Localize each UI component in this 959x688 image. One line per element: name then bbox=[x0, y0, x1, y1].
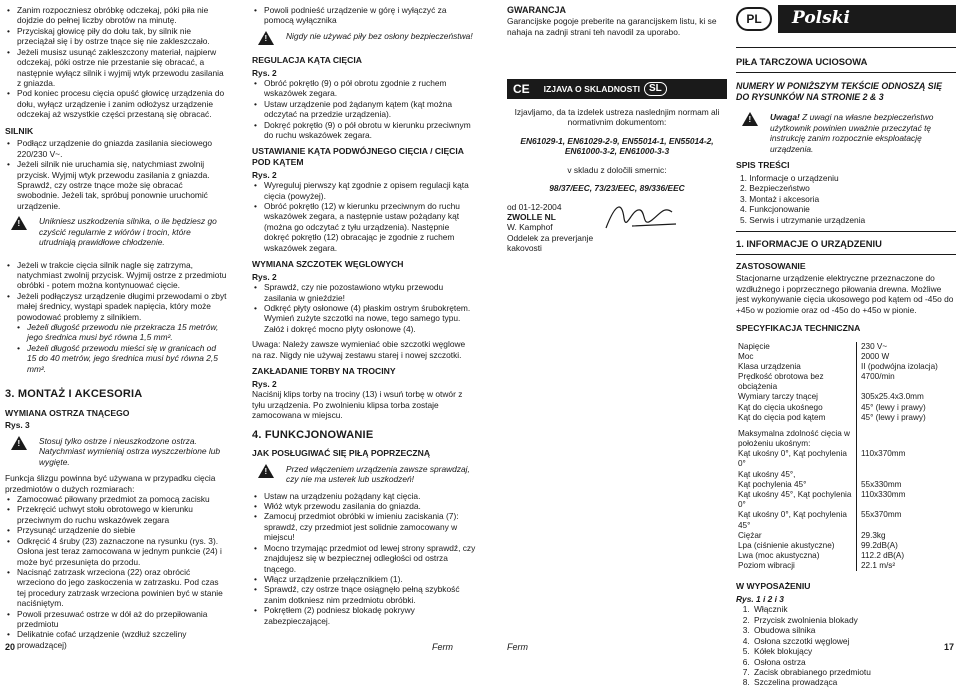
spec-value: 22.1 m/s² bbox=[857, 561, 957, 571]
spec-value: 305x25.4x3.0mm bbox=[857, 392, 957, 402]
spec-table bbox=[736, 342, 956, 572]
warning-icon bbox=[742, 112, 758, 126]
list-item: • Odkręcić 4 śruby (23) zaznaczone na rysunku (rys. 3). Osłona jest teraz zamocowana w jednym punkcie (24) i może być przesunięta do przodu. bbox=[5, 536, 227, 567]
column-1 bbox=[5, 5, 227, 650]
spec-value: 45° (lewy i prawy) bbox=[857, 403, 957, 413]
spec-value: II (podwójna izolacja) bbox=[857, 362, 957, 372]
list-item: • Pod koniec procesu cięcia opuść głowicę urządzenia do dołu, wyłącz urządzenie i zanim odłożysz urządzenie odczekaj aż wszystkie części przestaną się obracać. bbox=[5, 88, 227, 119]
language-header bbox=[736, 5, 956, 33]
spec-label: Kąt pochylenia 45° bbox=[738, 479, 807, 489]
table-row bbox=[736, 403, 956, 413]
section-heading: 4. FUNKCJONOWANIE bbox=[252, 428, 374, 441]
language-badge: SL bbox=[644, 82, 667, 96]
list-item: • Obróć pokrętło (12) w kierunku przeciwnym do ruchu wskazówek zegara, a następnie ustaw pożądany kąt (można go odczytać z tyłu urządzenia). Następnie dokręć pokrętło (12) obracając je zgodnie z ruchem wskazówek zegara. bbox=[252, 201, 476, 253]
warning-label: Uwaga! bbox=[770, 112, 800, 123]
list-item: 5. Kółek blokujący bbox=[752, 646, 956, 656]
spec-label: Napięcie bbox=[738, 341, 770, 351]
section-heading: 3. MONTAŻ I AKCESORIA bbox=[5, 388, 143, 401]
language-badge: PL bbox=[736, 7, 772, 31]
table-row bbox=[736, 561, 956, 571]
section-heading: SILNIK bbox=[5, 125, 34, 136]
toc-item: 4. Funkcjonowanie bbox=[740, 204, 810, 215]
table-row bbox=[736, 490, 956, 510]
spec-value: 55x330mm bbox=[857, 480, 957, 490]
spec-label: Lwa (moc akustyczna) bbox=[738, 551, 820, 561]
spec-label: Kąt do cięcia ukośnego bbox=[738, 402, 823, 412]
section-heading: GWARANCJA bbox=[507, 5, 567, 15]
equipment-list bbox=[736, 604, 956, 687]
divider bbox=[736, 231, 956, 232]
warning-icon bbox=[258, 464, 274, 478]
paragraph: v skladu z določili smernic: bbox=[567, 164, 667, 175]
spec-label: Klasa urządzenia bbox=[738, 361, 801, 371]
spec-value: 99.2dB(A) bbox=[857, 541, 957, 551]
list-item: • Jeżeli podłączysz urządzenie długimi przewodami o zbyt małej średnicy, wystąpi spadek napięcia, który może powodować problemy z silnikiem. bbox=[5, 291, 227, 322]
list-item: • Jeżeli musisz usunąć zakleszczony materiał, najpierw odczekaj, póki ostrze nie przestanie się obracać, a następnie wyłącz silnik i wyjmij wtyk przewodu zasilania z gniazda. bbox=[5, 47, 227, 89]
location: ZWOLLE NL bbox=[507, 211, 556, 222]
spec-value: 45° (lewy i prawy) bbox=[857, 413, 957, 423]
list-item: 2. Przycisk zwolnienia blokady bbox=[752, 615, 956, 625]
table-row bbox=[736, 510, 956, 530]
subsection-heading: SPECYFIKACJA TECHNICZNA bbox=[736, 322, 861, 333]
toc-item: 5. Serwis i utrzymanie urządzenia bbox=[740, 214, 866, 225]
spec-value: 2000 W bbox=[857, 352, 957, 362]
subtitle: NUMERY W PONIŻSZYM TEKŚCIE ODNOSZĄ SIĘ DO RYSUNKÓW NA STRONIE 2 & 3 bbox=[736, 80, 942, 102]
spec-label: Kąt ukośny 0°, Kąt pochylenia 45° bbox=[738, 510, 847, 530]
subsection-heading: REGULACJA KĄTA CIĘCIA bbox=[252, 54, 362, 65]
norms-list: EN61029-1, EN61029-2-9, EN55014-1, EN55014-2, EN61000-3-2, EN61000-3-3 bbox=[520, 135, 714, 157]
directives-list: 98/37/EEC, 73/23/EEC, 89/336/EEC bbox=[549, 183, 685, 194]
figure-ref: Rys. 3 bbox=[5, 420, 30, 431]
warning-text: Z uwagi na własne bezpieczeństwo użytkownik powinien uważnie przeczytać tę instrukcję zanim rozpocznie eksploatację urządzenia. bbox=[770, 112, 934, 154]
list-item: • Zanim rozpoczniesz obróbkę odczekaj, póki piła nie dojdzie do pełnej liczby obrotów na minutę. bbox=[5, 5, 227, 26]
list-item: • Nacisnąć zatrzask wrzeciona (22) oraz obrócić wrzeciono do jego zaskoczenia w zatrzasku. Pod czas tej procedury zatrzask wrzeciona powinien być w stanie naciśniętym. bbox=[5, 567, 227, 609]
bullets-a bbox=[5, 5, 227, 120]
divider bbox=[736, 254, 956, 255]
table-row bbox=[736, 413, 956, 423]
warning-note bbox=[252, 31, 476, 49]
subsection-heading: ZAKŁADANIE TORBY NA TROCINY bbox=[252, 366, 396, 377]
table-row bbox=[736, 470, 956, 480]
spec-label: Lpa (ciśnienie akustyczne) bbox=[738, 540, 835, 550]
toc-item: 3. Montaż i akcesoria bbox=[740, 193, 820, 204]
spec-value bbox=[857, 470, 957, 480]
paragraph: Garancijske pogoje preberite na garancijskem listu, ki se nahaja na zadnji strani teh navodil za uporabo. bbox=[507, 16, 717, 37]
warning-note bbox=[736, 112, 956, 154]
spec-value: 55x370mm bbox=[857, 510, 957, 530]
warning-icon bbox=[258, 31, 274, 45]
list-item: 3. Obudowa silnika bbox=[752, 625, 956, 635]
bullets-b bbox=[252, 78, 476, 141]
list-item: 4. Osłona szczotki węglowej bbox=[752, 636, 956, 646]
table-row bbox=[736, 480, 956, 490]
toc-list bbox=[736, 173, 956, 225]
list-item: • Przysunąć urządzenie do siebie bbox=[5, 525, 227, 535]
spec-value: 29.3kg bbox=[857, 531, 957, 541]
table-row bbox=[736, 362, 956, 372]
warning-note bbox=[252, 464, 476, 485]
list-item: • Jeżeli silnik nie uruchamia się, natychmiast zwolnij przycisk. Wyjmij wtyk przewodu zasilania z gniazda. Sprawdź, czy ostrze tnące może się obracać swobodnie. Jeżeli tak, spróbuj ponownie uruchomić urządzenie. bbox=[5, 159, 227, 211]
list-item: 1. Włącznik bbox=[752, 604, 956, 614]
spec-value: 110x370mm bbox=[857, 449, 957, 469]
figure-ref: Rys. 2 bbox=[252, 169, 277, 180]
signatory-dept: Oddelek za preverjanje kakovosti bbox=[507, 232, 594, 254]
list-item: • Dokręć pokrętło (9) o pół obrotu w kierunku przeciwnym do ruchu wskazówek zegara. bbox=[252, 120, 476, 141]
spec-label: Kąt ukośny 45°, Kąt pochylenia 0° bbox=[738, 489, 852, 510]
table-row bbox=[736, 372, 956, 392]
table-row bbox=[736, 541, 956, 551]
declaration-banner bbox=[507, 79, 727, 99]
spec-value: 110x330mm bbox=[857, 490, 957, 510]
list-item: 6. Osłona ostrza bbox=[752, 657, 956, 667]
list-sub-item: • Jeżeli długość przewodu mieści się w granicach od 15 do 40 metrów, jego średnica musi być równa 2,5 mm². bbox=[5, 343, 227, 374]
subsection-heading: WYMIANA OSTRZA TNĄCEGO bbox=[5, 407, 130, 418]
list-item: • Obróć pokrętło (9) o pół obrotu zgodnie z ruchem wskazówek zegara. bbox=[252, 78, 476, 99]
bullets-d bbox=[252, 282, 476, 334]
spec-label: Ciężar bbox=[738, 530, 762, 540]
language-title: Polski bbox=[778, 5, 956, 33]
list-item: • Delikatnie cofać urządzenie (wzdłuż szczeliny prowadzącej) bbox=[5, 629, 227, 650]
table-row bbox=[736, 531, 956, 541]
list-item: • Mocno trzymając przedmiot od lewej strony sprawdź, czy znajdujesz się w bezpiecznej odległości od ostrza tnącego. bbox=[252, 543, 476, 574]
spec-value: 4700/min bbox=[857, 372, 957, 392]
bullets-e bbox=[252, 491, 476, 626]
warning-text: Przed włączeniem urządzenia zawsze sprawdzaj, czy nie ma usterek lub uszkodzeń! bbox=[286, 463, 470, 485]
spec-label: Moc bbox=[738, 351, 754, 361]
paragraph: Izjavljamo, da ta izdelek ustreza naslednjim normam ali normativnim dokumentom: bbox=[514, 107, 720, 128]
footer-brand-right: Ferm bbox=[507, 642, 528, 652]
page-number-left: 20 bbox=[5, 642, 16, 652]
subsection-heading: JAK POSŁUGIWAĆ SIĘ PIŁĄ POPRZECZNĄ bbox=[252, 448, 431, 459]
table-row bbox=[736, 429, 956, 449]
list-item: • Ustaw urządzenie pod żądanym kątem (kąt można odczytać na przedzie urządzenia). bbox=[252, 99, 476, 120]
list-item: • Sprawdź, czy nie pozostawiono wtyku przewodu zasilania w gnieździe! bbox=[252, 282, 476, 303]
list-item: • Włóż wtyk przewodu zasilania do gniazda. bbox=[252, 501, 476, 511]
warning-note bbox=[5, 436, 227, 467]
spec-label: Wymiary tarczy tnącej bbox=[738, 392, 818, 402]
figure-ref: Rys. 2 bbox=[252, 67, 277, 78]
list-item: • Sprawdź, czy ostrze tnące osiągnęło pełną szybkość zanim dotkniesz nim przedmiotu obróbki. bbox=[252, 584, 476, 605]
divider bbox=[736, 72, 956, 73]
warning-text: Nigdy nie używać piły bez osłony bezpieczeństwa! bbox=[286, 30, 473, 41]
list-item: 7. Zacisk obrabianego przedmiotu bbox=[752, 667, 956, 677]
subsection-heading: W WYPOSAŻENIU bbox=[736, 581, 811, 592]
figure-ref: Rys. 1 i 2 i 3 bbox=[736, 594, 784, 605]
table-row bbox=[736, 449, 956, 469]
bullets-a bbox=[252, 5, 476, 26]
list-item: • Przyciskaj głowicę piły do dołu tak, by silnik nie przeciążał się i by ostrze tnące się nie zakleszczało. bbox=[5, 26, 227, 47]
toc-heading: SPIS TREŚCI bbox=[736, 160, 790, 171]
list-item: • Zamocować piłowany przedmiot za pomocą zacisku bbox=[5, 494, 227, 504]
list-item: • Przekręcić uchwyt stołu obrotowego w kierunku przeciwnym do ruchu wskazówek zegara bbox=[5, 504, 227, 525]
footer-brand-left: Ferm bbox=[432, 642, 453, 652]
column-4 bbox=[736, 5, 956, 688]
list-item: • Włącz urządzenie przełącznikiem (1). bbox=[252, 574, 476, 584]
signature-block bbox=[507, 202, 727, 254]
paragraph: Naciśnij klips torby na trociny (13) i wsuń torbę w otwór z tyłu urządzenia. Po zwolnieniu klipsa torba zostaje zamocowana w miejscu. bbox=[252, 389, 463, 421]
warning-icon bbox=[11, 436, 27, 450]
column-2 bbox=[252, 5, 476, 626]
spec-label: Poziom wibracji bbox=[738, 561, 795, 571]
subsection-heading: ZASTOSOWANIE bbox=[736, 260, 806, 271]
list-item: • Jeżeli w trakcie cięcia silnik nagle się zatrzyma, natychmiast zwolnij przycisk. Wyjmij ostrze z przedmiotu obróbki - potem można kontynuować cięcie. bbox=[5, 260, 227, 291]
toc-item: 2. Bezpieczeństwo bbox=[740, 183, 810, 194]
signature-image bbox=[602, 198, 682, 238]
warning-icon bbox=[11, 216, 27, 230]
declaration-title: IZJAVA O SKLADNOSTI bbox=[543, 83, 640, 94]
figure-ref: Rys. 2 bbox=[252, 271, 277, 282]
subsection-heading: WYMIANA SZCZOTEK WĘGLOWYCH bbox=[252, 259, 404, 270]
ce-mark-icon: CE bbox=[513, 81, 530, 96]
list-item: • Pokrętłem (2) podniesz blokadę pokrywy zabezpieczającej. bbox=[252, 605, 476, 626]
spec-label: Kąt ukośny 0°, Kąt pochylenia 0° bbox=[738, 449, 847, 469]
spec-label: Prędkość obrotowa bez obciążenia bbox=[738, 372, 824, 392]
paragraph: Funkcja ślizgu powinna być używana w przypadku cięcia przedmiotów o dużych rozmiarach: bbox=[5, 473, 216, 494]
list-item: • Zamocuj przedmiot obróbki w imieniu zaciskania (7): sprawdź, czy przedmiot jest solidnie zamocowany w miejscu! bbox=[252, 511, 476, 542]
table-row bbox=[736, 392, 956, 402]
page-title: PIŁA TARCZOWA UCIOSOWA bbox=[736, 56, 868, 67]
list-item: • Ustaw na urządzeniu pożądany kąt cięcia. bbox=[252, 491, 476, 501]
spec-label: Maksymalna zdolność cięcia w położeniu ukośnym: bbox=[738, 428, 850, 449]
warning-text: Stosuj tylko ostrze i nieuszkodzone ostrza. Natychmiast wymieniaj ostrza wyszczerbione lub wygięte. bbox=[39, 435, 221, 467]
list-item: • Powoli przesuwać ostrze w dół aż do przepiłowania przedmiotu bbox=[5, 609, 227, 630]
spec-label: Kąt ukośny 45°, bbox=[738, 469, 796, 479]
spec-label: Kąt do cięcia pod kątem bbox=[738, 412, 826, 422]
divider bbox=[736, 47, 956, 48]
paragraph: Stacjonarne urządzenie elektryczne przeznaczone do wzdłużnego i poprzecznego piłowania drewna. Możliwe jest wykonywanie cięcia ukosowego pod kątem od -45o do +45o w poziomie oraz od -45o do +45o w pionie. bbox=[736, 273, 954, 315]
toc-item: 1. Informacje o urządzeniu bbox=[740, 172, 839, 183]
spec-value bbox=[857, 429, 957, 449]
column-3 bbox=[507, 5, 727, 254]
table-row bbox=[736, 352, 956, 362]
note-paragraph: Uwaga: Należy zawsze wymieniać obie szczotki węglowe na raz. Nigdy nie używaj zestawu starej i nowej szczotki. bbox=[252, 339, 466, 360]
spec-value: 230 V~ bbox=[857, 342, 957, 352]
list-item: • Odkręć płyty osłonowe (4) płaskim ostrym śrubokrętem. Wymień zużyte szczotki na nowe, tego samego typu. Załóż i dokręć mocno płyty osłonowe (4). bbox=[252, 303, 476, 334]
page-number-right: 17 bbox=[944, 642, 955, 652]
list-item: • Podłącz urządzenie do gniazda zasilania sieciowego 220/230 V~. bbox=[5, 138, 227, 159]
warning-text: Unikniesz uszkodzenia silnika, o ile będziesz go czyścić regularnie z wiórów i trocin, które utrudniają prawidłowe chłodzenie. bbox=[39, 216, 217, 248]
table-row bbox=[736, 342, 956, 352]
list-sub-item: • Jeżeli długość przewodu nie przekracza 15 metrów, jego średnica musi być równa 1,5 mm². bbox=[5, 322, 227, 343]
section-heading: 1. INFORMACJE O URZĄDZENIU bbox=[736, 237, 882, 249]
list-item: • Powoli podnieść urządzenie w górę i wyłączyć za pomocą wyłącznika bbox=[252, 5, 476, 26]
bullets-b bbox=[5, 138, 227, 211]
bullets-c bbox=[5, 260, 227, 375]
subsection-heading: USTAWIANIE KĄTA PODWÓJNEGO CIĘCIA / CIĘCIA POD KĄTEM bbox=[252, 146, 464, 168]
figure-ref: Rys. 2 bbox=[252, 378, 277, 389]
bullets-d bbox=[5, 494, 227, 650]
bullets-c bbox=[252, 180, 476, 253]
table-row bbox=[736, 551, 956, 561]
signatory-name: W. Kamphof bbox=[507, 222, 553, 233]
list-item: • Wyreguluj pierwszy kąt zgodnie z opisem regulacji kąta cięcia (powyżej). bbox=[252, 180, 476, 201]
spec-value: 112.2 dB(A) bbox=[857, 551, 957, 561]
list-item: 8. Szczelina prowadząca bbox=[752, 677, 956, 687]
warning-note bbox=[5, 216, 227, 247]
date: od 01-12-2004 bbox=[507, 201, 562, 212]
